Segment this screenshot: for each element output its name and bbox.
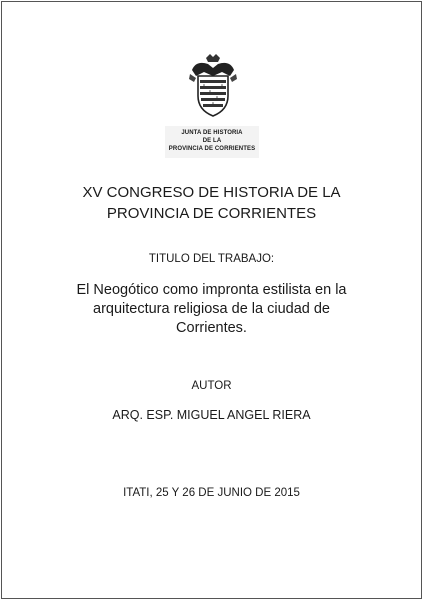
work-title-line-1: El Neogótico como impronta estilista en la	[76, 282, 347, 298]
institution-line-2: DE LA	[202, 138, 222, 144]
institution-label	[165, 126, 259, 158]
institution-line-3: PROVINCIA DE CORRIENTES	[168, 146, 256, 152]
work-title	[0, 281, 423, 338]
work-title-line-2: arquitectura religiosa de la ciudad de	[93, 301, 330, 317]
institution-line-1: JUNTA DE HISTORIA	[181, 130, 243, 136]
event-place-date: ITATI, 25 Y 26 DE JUNIO DE 2015	[123, 487, 300, 499]
congress-title-line-1: XV CONGRESO DE HISTORIA DE LA	[82, 184, 341, 201]
author-name: ARQ. ESP. MIGUEL ANGEL RIERA	[112, 408, 311, 422]
coat-of-arms-seal-icon	[186, 52, 240, 120]
work-title-line-3: Corrientes.	[176, 320, 247, 336]
congress-title	[0, 182, 423, 224]
congress-title-line-2: PROVINCIA DE CORRIENTES	[106, 205, 317, 222]
work-title-label: TITULO DEL TRABAJO:	[148, 253, 275, 265]
author-label: AUTOR	[191, 380, 232, 392]
